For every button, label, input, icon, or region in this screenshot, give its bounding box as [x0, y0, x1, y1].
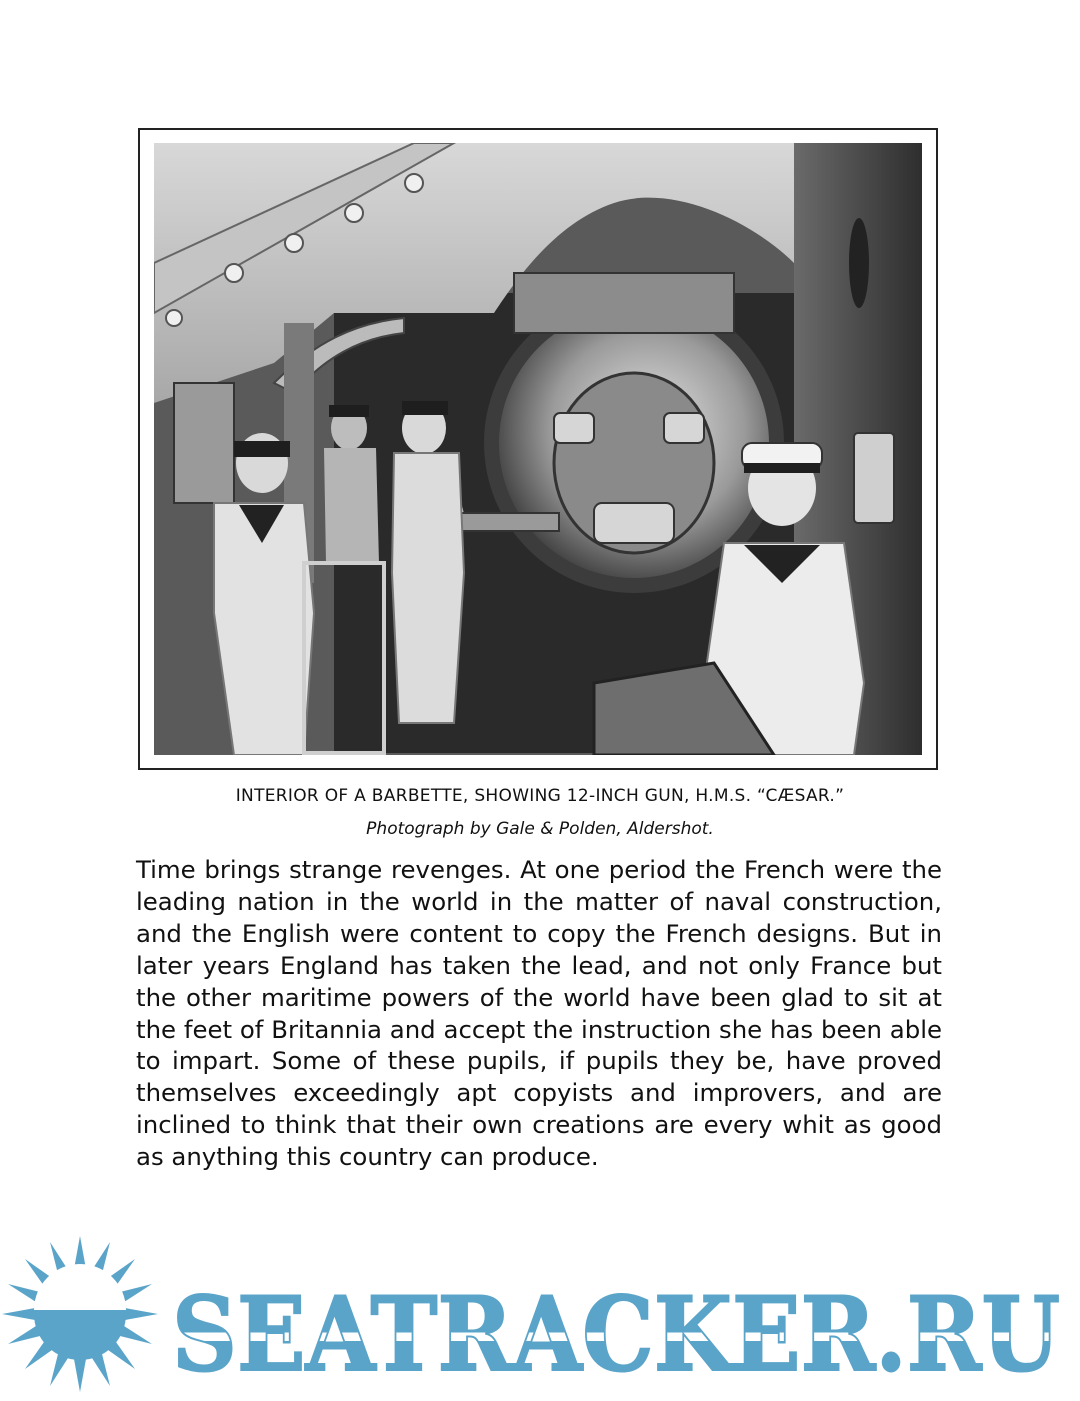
figure-caption-title: INTERIOR OF A BARBETTE, SHOWING 12-INCH GUN, H.M.S. “CÆSAR.”: [235, 786, 845, 806]
figure-photo-credit: Photograph by Gale & Polden, Aldershot.: [366, 819, 714, 839]
barbette-photo-illustration: [154, 143, 922, 755]
watermark-text: SEATRACKER.RU: [172, 1275, 1060, 1395]
seatracker-logo: [0, 1232, 1080, 1397]
seatracker-watermark: [0, 1232, 1080, 1397]
photo-frame: [138, 128, 938, 770]
barbette-photograph: [154, 143, 922, 755]
sun-burst-icon: [2, 1236, 158, 1392]
article-paragraph: Time brings strange revenges. At one period the French were the leading nation in the world in the matter of naval construction, and the English were content to copy the French designs. But in later years England has taken the lead, and not only France but the other maritime powers of the world have been glad to sit at the feet of Britannia and accept the instruction she has been able to impart. Some of these pupils, if pupils they be, have proved themselves exceedingly apt copyists and improvers, and are inclined to think that their own creations are every whit as good as anything this country can produce.: [136, 855, 942, 1172]
